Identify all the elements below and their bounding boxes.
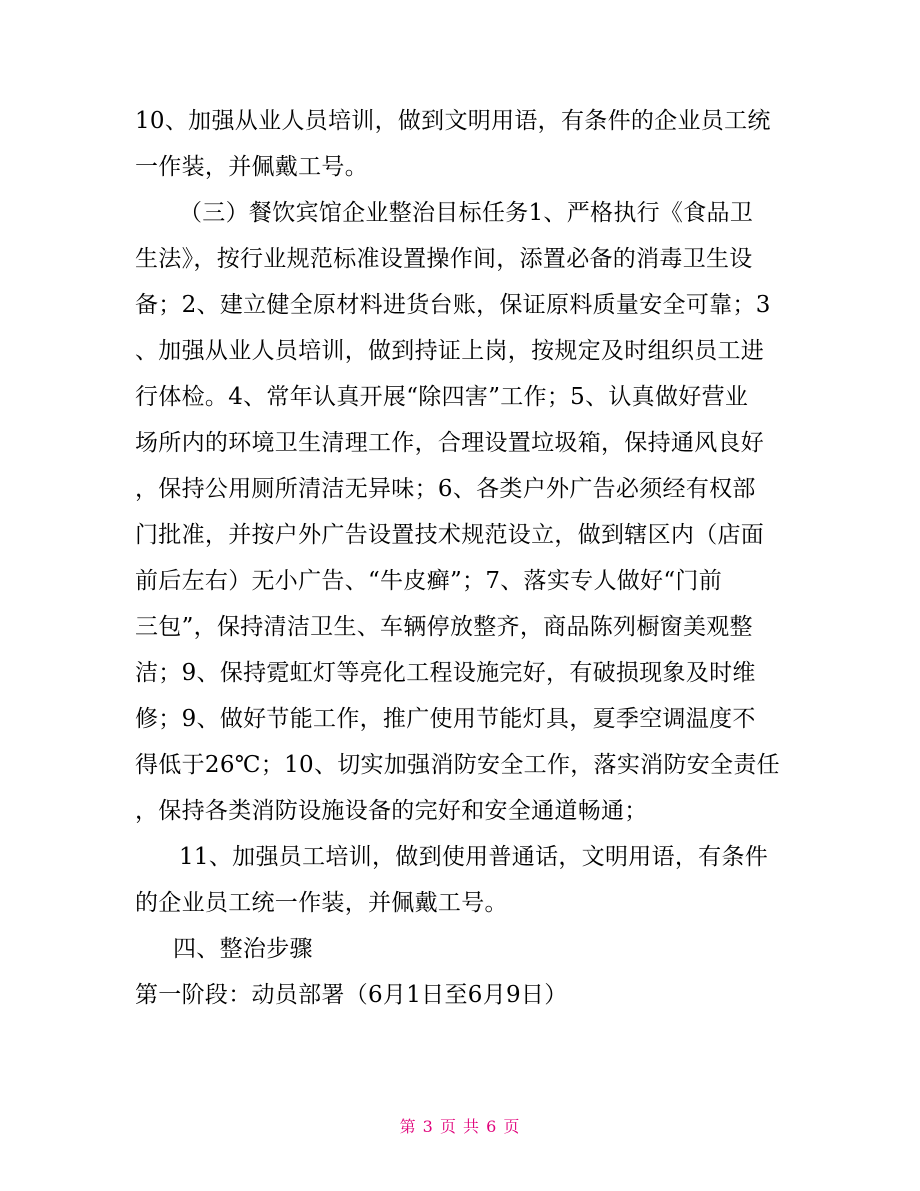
page-number-footer: 第 3 页 共 6 页 — [399, 1117, 521, 1136]
text-line: 行体检。4、常年认真开展“除四害”工作；5、认真做好营业 — [135, 384, 749, 410]
document-body — [135, 98, 790, 1018]
section-heading-line: （三）餐饮宾馆企业整治目标任务1、严格执行《食品卫 — [179, 200, 754, 226]
text-line: 备；2、建立健全原材料进货台账，保证原料质量安全可靠；3 — [135, 292, 771, 318]
text-line: ，保持各类消防设施设备的完好和安全通道畅通； — [135, 798, 648, 824]
text-line: 的企业员工统一作装，并佩戴工号。 — [135, 890, 508, 916]
text-line: 一作装，并佩戴工号。 — [135, 154, 368, 180]
text-line: 三包”，保持清洁卫生、车辆停放整齐，商品陈列橱窗美观整 — [135, 614, 753, 640]
phase-heading: 第一阶段：动员部署（6月1日至6月9日） — [135, 982, 568, 1008]
text-line: 得低于26℃；10、切实加强消防安全工作，落实消防安全责任 — [135, 752, 780, 778]
text-line: ，保持公用厕所清洁无异味；6、各类户外广告必须经有权部 — [135, 476, 756, 502]
text-line: 修；9、做好节能工作，推广使用节能灯具，夏季空调温度不 — [135, 706, 756, 732]
text-line: 洁；9、保持霓虹灯等亮化工程设施完好，有破损现象及时维 — [135, 660, 756, 686]
text-line: 、加强从业人员培训，做到持证上岗，按规定及时组织员工进 — [135, 338, 765, 364]
text-line: 场所内的环境卫生清理工作，合理设置垃圾箱，保持通风良好 — [135, 430, 765, 456]
section-heading: 四、整治步骤 — [173, 936, 313, 962]
text-line: 10、加强从业人员培训，做到文明用语，有条件的企业员工统 — [135, 108, 771, 134]
text-line: 生法》，按行业规范标准设置操作间，添置必备的消毒卫生设 — [135, 246, 753, 272]
text-line: 11、加强员工培训，做到使用普通话，文明用语，有条件 — [179, 844, 769, 870]
text-line: 门批准，并按户外广告设置技术规范设立，做到辖区内（店面 — [135, 522, 765, 548]
text-line: 前后左右）无小广告、“牛皮癣”；7、落实专人做好“门前 — [135, 568, 723, 594]
